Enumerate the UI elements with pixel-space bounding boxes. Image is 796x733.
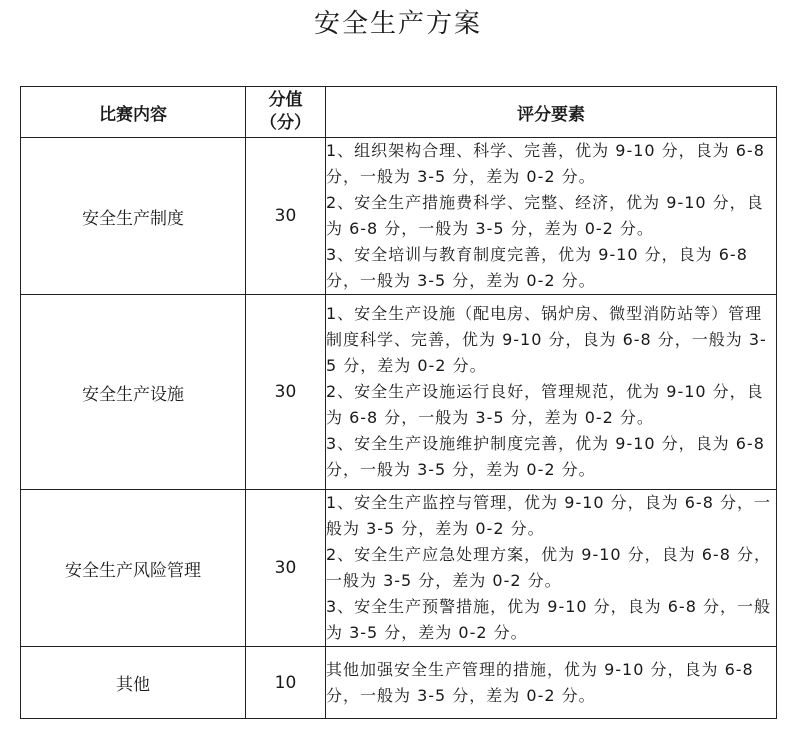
criterion-text: 其他加强安全生产管理的措施，优为 9-10 分，良为 6-8 分，一般为 3-5 分，差为 0-2 分。 xyxy=(326,659,754,705)
criterion-text: 3、安全生产设施维护制度完善，优为 9-10 分，良为 6-8 分，一般为 3-5 分，差为 0-2 分。 xyxy=(326,434,765,479)
header-score-line2: （分） xyxy=(260,113,311,133)
header-criteria: 评分要素 xyxy=(326,87,777,138)
table-row xyxy=(21,295,777,490)
header-score xyxy=(246,87,326,138)
criterion-text: 2、安全生产应急处理方案，优为 9-10 分，良为 6-8 分，一般为 3-5 分，差为 0-2 分。 xyxy=(326,545,771,590)
criterion-text: 1、安全生产监控与管理，优为 9-10 分，良为 6-8 分，一般为 3-5 分，差为 0-2 分。 xyxy=(326,493,771,538)
item-score: 10 xyxy=(246,647,326,719)
scoring-table xyxy=(20,86,777,719)
criteria-cell xyxy=(326,647,777,719)
criterion-text: 2、安全生产措施费科学、完整、经济，优为 9-10 分，良为 6-8 分，一般为 3-5 分，差为 0-2 分。 xyxy=(326,193,764,238)
item-name: 安全生产设施 xyxy=(21,295,246,490)
item-score: 30 xyxy=(246,490,326,647)
item-score: 30 xyxy=(246,295,326,490)
criterion-text: 3、安全生产预警措施，优为 9-10 分，良为 6-8 分，一般为 3-5 分，差为 0-2 分。 xyxy=(326,597,771,642)
table-header-row xyxy=(21,87,777,138)
header-score-line1: 分值 xyxy=(268,90,303,110)
criterion-text: 1、安全生产设施（配电房、锅炉房、微型消防站等）管理制度科学、完善，优为 9-10 分，良为 6-8 分，一般为 3-5 分，差为 0-2 分。 xyxy=(326,304,767,375)
item-name: 安全生产风险管理 xyxy=(21,490,246,647)
criterion-text: 1、组织架构合理、科学、完善，优为 9-10 分，良为 6-8 分，一般为 3-5 分，差为 0-2 分。 xyxy=(326,141,765,186)
criteria-cell xyxy=(326,138,777,295)
table-row xyxy=(21,647,777,719)
criterion-text: 3、安全培训与教育制度完善，优为 9-10 分，良为 6-8 分，一般为 3-5 分，差为 0-2 分。 xyxy=(326,245,748,290)
table-row xyxy=(21,490,777,647)
page-title: 安全生产方案 xyxy=(313,9,482,39)
criteria-cell xyxy=(326,490,777,647)
header-item: 比赛内容 xyxy=(21,87,246,138)
criterion-text: 2、安全生产设施运行良好，管理规范，优为 9-10 分，良为 6-8 分，一般为 3-5 分，差为 0-2 分。 xyxy=(326,382,764,427)
criteria-cell xyxy=(326,295,777,490)
table-row xyxy=(21,138,777,295)
item-name: 安全生产制度 xyxy=(21,138,246,295)
item-name: 其他 xyxy=(21,647,246,719)
item-score: 30 xyxy=(246,138,326,295)
